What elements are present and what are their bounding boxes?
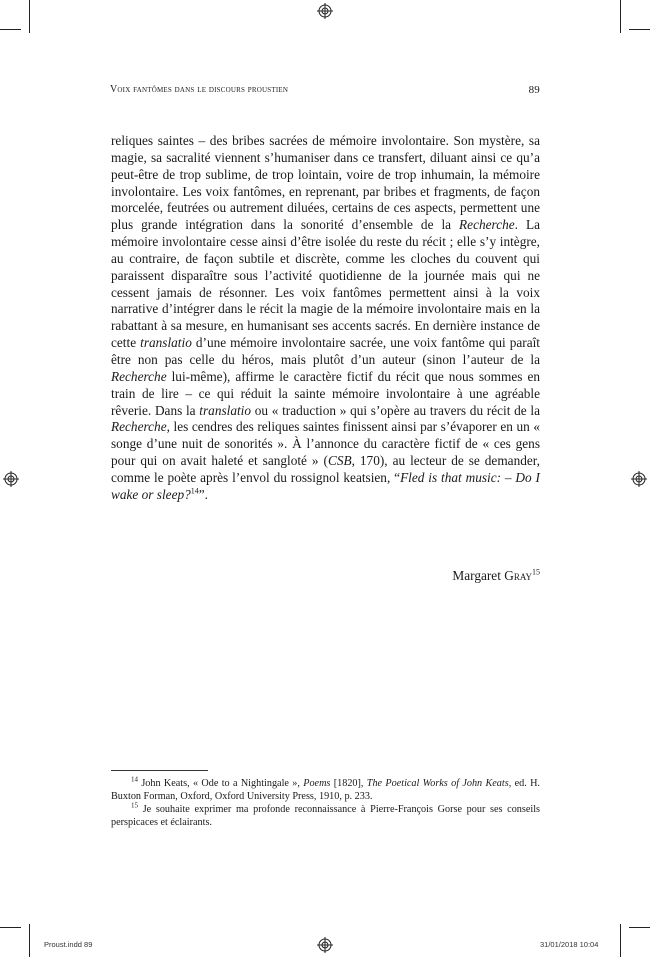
italic-quotation: Fled is that music: – Do I wake or sleep? bbox=[111, 469, 540, 502]
body-text-run: d’une mémoire involontaire sacrée, une voix fantôme qui paraît être non pas celle du héros, mais plutôt d’un auteur (sinon l’auteur de la bbox=[111, 335, 541, 367]
footnotes bbox=[111, 777, 540, 829]
italic-abbreviation: CSB bbox=[327, 453, 352, 469]
author-last-name: Gray bbox=[504, 568, 532, 583]
registration-mark-icon bbox=[3, 471, 19, 487]
footnote-separator bbox=[111, 770, 208, 771]
crop-mark bbox=[0, 29, 21, 30]
footnote-14 bbox=[111, 777, 540, 803]
crop-mark bbox=[620, 924, 621, 957]
footnote-text: John Keats, « Ode to a Nightingale », bbox=[138, 778, 304, 789]
crop-mark bbox=[0, 927, 21, 928]
body-paragraph bbox=[111, 133, 540, 504]
italic-term: translatio bbox=[199, 402, 252, 418]
footnote-ref-15[interactable]: 15 bbox=[532, 567, 540, 577]
crop-mark bbox=[629, 927, 650, 928]
footnote-text: [1820], bbox=[330, 778, 367, 789]
crop-mark bbox=[29, 0, 30, 33]
footnote-text: Je souhaite exprimer ma profonde reconnaissance à Pierre-François Gorse pour ses conseils perspicaces et éclairants. bbox=[111, 804, 540, 828]
footnote-italic: The Poetical Works of John Keats bbox=[366, 778, 509, 789]
crop-mark bbox=[29, 924, 30, 957]
page-number: 89 bbox=[528, 84, 540, 96]
italic-title: Recherche bbox=[111, 368, 167, 384]
footnote-italic: Poems bbox=[303, 778, 331, 789]
italic-title: Recherche bbox=[111, 419, 167, 435]
footnote-ref-14[interactable]: 14 bbox=[190, 486, 199, 496]
body-text-run: ou « traduction » qui s’opère au travers du récit de la bbox=[251, 402, 540, 418]
crop-mark bbox=[629, 29, 650, 30]
body-text-run: ”. bbox=[198, 486, 208, 502]
running-header bbox=[110, 84, 540, 98]
registration-mark-icon bbox=[317, 3, 333, 19]
body-text-run: reliques saintes – des bribes sacrées de mémoire involontaire. Son mystère, sa magie, sa sacralité viennent s’humaniser dans ce transfert, diluant ainsi ce qu’a peut-être de trop sublime, de trop lointain, voire de trop inhumain, la mémoire involontaire. Les voix fantômes, en reprenant, par bribes et fragments, de façon morcelée, feutrées ou autrement diluées, certains de ces aspects, permettent une plus grande intégration dans la sonorité d’ensemble de la bbox=[111, 133, 540, 233]
registration-mark-icon bbox=[317, 937, 333, 953]
footnote-number: 14 bbox=[131, 775, 138, 784]
footnote-15 bbox=[111, 803, 540, 829]
author-signature bbox=[452, 568, 540, 584]
author-first-name: Margaret bbox=[452, 568, 505, 583]
italic-title: Recherche bbox=[459, 217, 515, 233]
slug-file: Proust.indd 89 bbox=[44, 940, 93, 949]
italic-term: translatio bbox=[140, 335, 192, 351]
body-text-run: , les cendres des reliques saintes finissent ainsi par s’évaporer en un « songe d’une nuit de sonorités ». À l’annonce du caractère fictif de « ces gens pour qui on avait haleté et sangloté » ( bbox=[111, 419, 540, 469]
footnote-number: 15 bbox=[131, 801, 138, 810]
body-text-run: lui-même), affirme le caractère fictif du récit que nous sommes en train de lire – ce qui réduit la sainte mémoire involontaire à une agréable rêverie. Dans la bbox=[111, 368, 540, 418]
crop-mark bbox=[620, 0, 621, 33]
registration-mark-icon bbox=[631, 471, 647, 487]
running-title: Voix fantômes dans le discours proustien bbox=[110, 84, 289, 95]
body-text-run: , 170), au lecteur de se demander, comme le poète après l’envol du rossignol keatsien, “ bbox=[111, 453, 540, 485]
body-text-run: . La mémoire involontaire cesse ainsi d’être isolée du reste du récit ; elle s’y intègre, au contraire, de façon subtile et discrète, comme les cloches du couvent qui paraissent disparaître sous l’activité quotidienne de la journée mais qui ne cessent jamais de résonner. Les voix fantômes permettent ainsi à la voix narrative d’intégrer dans le récit la magie de la mémoire involontaire mais en la rabattant à sa mesure, en humanisant ses accents sacrés. En dernière instance de cette bbox=[111, 217, 540, 351]
slug-datetime: 31/01/2018 10:04 bbox=[540, 940, 599, 949]
footnote-text: , ed. H. Buxton Forman, Oxford, Oxford University Press, 1910, p. 233. bbox=[111, 778, 540, 802]
